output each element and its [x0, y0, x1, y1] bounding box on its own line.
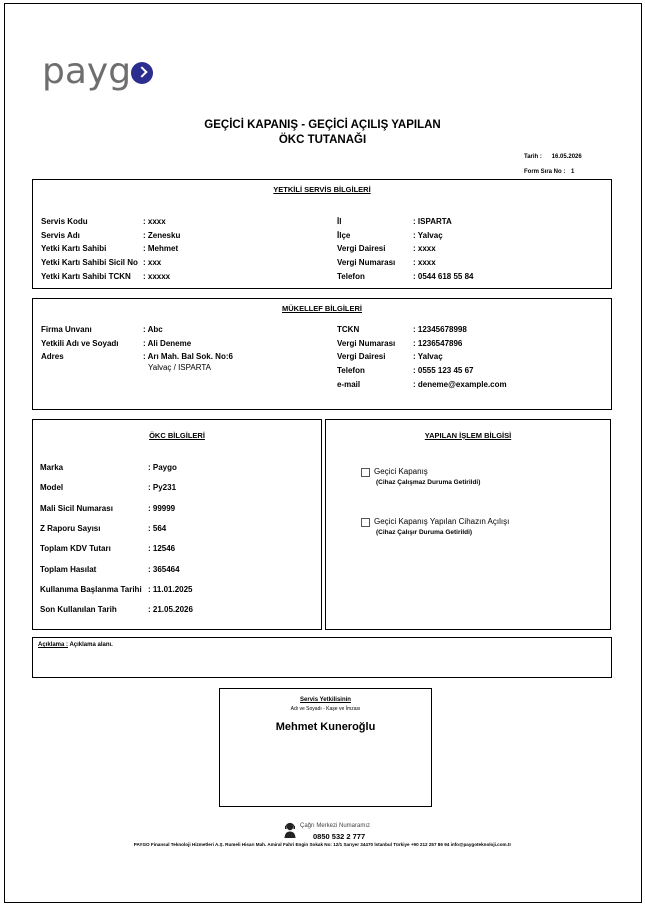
taxpayer-right-value: : deneme@example.com	[413, 379, 507, 389]
note-box	[32, 637, 612, 678]
okc-label: Son Kullanılan Tarih	[40, 605, 117, 615]
okc-info-title: ÖKC BİLGİLERİ	[149, 431, 205, 440]
taxpayer-right-value: : 12345678998	[413, 325, 467, 334]
taxpayer-left-label: Yetkili Adı ve Soyadı	[41, 338, 119, 348]
taxpayer-right-value: : 0555 123 45 67	[413, 366, 474, 376]
okc-value: : 99999	[148, 503, 176, 513]
logo-arrow-icon	[131, 62, 153, 84]
date-row	[524, 154, 582, 160]
service-left-label: Yetki Kartı Sahibi	[41, 244, 107, 254]
taxpayer-left-value: : Abc	[143, 325, 163, 334]
taxpayer-right-label: Vergi Dairesi	[337, 352, 386, 362]
taxpayer-info-title: MÜKELLEF BİLGİLERİ	[282, 304, 362, 313]
operation-info-title: YAPILAN İŞLEM BİLGİSİ	[424, 431, 512, 440]
service-left-label: Yetki Kartı Sahibi Sicil No	[41, 258, 138, 268]
okc-value: : Py231	[148, 483, 177, 493]
note-value: Açıklama alanı.	[69, 642, 113, 648]
call-center-title: Çağrı Merkezi Numaramız	[300, 823, 371, 829]
okc-label: Mali Sicil Numarası	[40, 503, 113, 513]
taxpayer-right-label: Telefon	[337, 366, 365, 376]
temporary-opening-checkbox[interactable]	[361, 518, 370, 527]
call-center-phone: 0850 532 2 777	[313, 832, 366, 841]
okc-value: : 12546	[148, 544, 176, 554]
taxpayer-right-value: : 1236547896	[413, 338, 463, 348]
service-info-title: YETKİLİ SERVİS BİLGİLERİ	[273, 185, 371, 194]
service-right-value: : ISPARTA	[413, 217, 452, 226]
document-title-line2: ÖKC TUTANAĞI	[278, 134, 367, 146]
service-left-label: Servis Adı	[41, 230, 80, 240]
temporary-closure-checkbox[interactable]	[361, 468, 370, 477]
service-left-value: : Zenesku	[143, 230, 181, 240]
taxpayer-right-label: e-mail	[337, 379, 361, 389]
taxpayer-left-label: Adres	[41, 352, 64, 362]
signature-subtitle: Adı ve Soyadı - Kaşe ve İmzası	[290, 706, 361, 712]
service-right-label: İl	[337, 217, 342, 226]
taxpayer-left-value: : Ali Deneme	[143, 338, 192, 348]
temporary-opening-label: Geçici Kapanış Yapılan Cihazın Açılışı	[374, 517, 510, 526]
service-right-value: : xxxx	[413, 244, 436, 254]
okc-value: : 365464	[148, 564, 180, 574]
paygo-logo	[42, 52, 153, 92]
service-right-label: Vergi Dairesi	[337, 244, 386, 254]
signature-box	[219, 688, 432, 807]
service-left-value: : Mehmet	[143, 244, 179, 254]
signature-title: Servis Yetkilisinin	[300, 697, 351, 703]
signature-name: Mehmet Kuneroğlu	[275, 721, 376, 733]
temporary-closure-sub: (Cihaz Çalışmaz Duruma Getirildi)	[376, 479, 481, 486]
okc-label: Model	[40, 483, 64, 493]
okc-value: : 21.05.2026	[148, 605, 193, 615]
form-no-row	[524, 169, 574, 175]
logo-text: payg	[42, 51, 132, 92]
note-row	[38, 642, 113, 648]
okc-value: : 11.01.2025	[148, 584, 193, 594]
okc-label: Z Raporu Sayısı	[40, 523, 101, 533]
footer-address: PAYGO Finansal Teknoloji Hizmetleri A.Ş. Rumeli Hisarı Mah. Amiral Fahri Engin Sokak No: 12/1 Sarıyer 34470 İstanbul Türkiye +90 212 257 86 94 info@paygoteknoloji.com.tr	[133, 842, 512, 847]
taxpayer-right-label: TCKN	[337, 325, 360, 334]
okc-label: Toplam KDV Tutarı	[40, 544, 111, 554]
address-line2: Yalvaç / ISPARTA	[148, 363, 211, 372]
okc-label: Marka	[40, 463, 64, 472]
form-no-value: 1	[571, 169, 575, 175]
service-left-value: : xxxxx	[143, 271, 171, 281]
service-right-label: Telefon	[337, 271, 365, 281]
service-left-value: : xxxx	[143, 217, 166, 226]
form-no-label: Form Sıra No :	[524, 169, 566, 175]
okc-label: Toplam Hasılat	[40, 564, 97, 574]
taxpayer-info-box	[32, 298, 612, 410]
note-label: Açıklama :	[38, 642, 69, 648]
temporary-closure-label: Geçici Kapanış	[374, 467, 428, 476]
service-right-label: Vergi Numarası	[337, 258, 396, 268]
document-title-line1: GEÇİCİ KAPANIŞ - GEÇİCİ AÇILIŞ YAPILAN	[204, 119, 441, 131]
service-right-value: : Yalvaç	[413, 230, 443, 240]
okc-value: : Paygo	[148, 463, 177, 472]
service-left-label: Servis Kodu	[41, 217, 88, 226]
service-right-label: İlçe	[337, 230, 351, 240]
service-right-value: : 0544 618 55 84	[413, 271, 474, 281]
date-value: 16.05.2026	[551, 154, 582, 160]
taxpayer-left-value: : Arı Mah. Bal Sok. No:6	[143, 352, 233, 362]
taxpayer-right-value: : Yalvaç	[413, 352, 443, 362]
date-label: Tarih :	[524, 154, 542, 160]
call-center-agent-icon	[283, 822, 297, 838]
service-left-label: Yetki Kartı Sahibi TCKN	[41, 271, 131, 281]
okc-label: Kullanıma Başlanma Tarihi	[40, 584, 142, 594]
taxpayer-left-label: Firma Unvanı	[41, 325, 92, 334]
service-right-value: : xxxx	[413, 258, 436, 268]
temporary-opening-sub: (Cihaz Çalışır Duruma Getirildi)	[376, 529, 473, 536]
service-left-value: : xxx	[143, 258, 162, 268]
okc-value: : 564	[148, 523, 167, 533]
taxpayer-right-label: Vergi Numarası	[337, 338, 396, 348]
